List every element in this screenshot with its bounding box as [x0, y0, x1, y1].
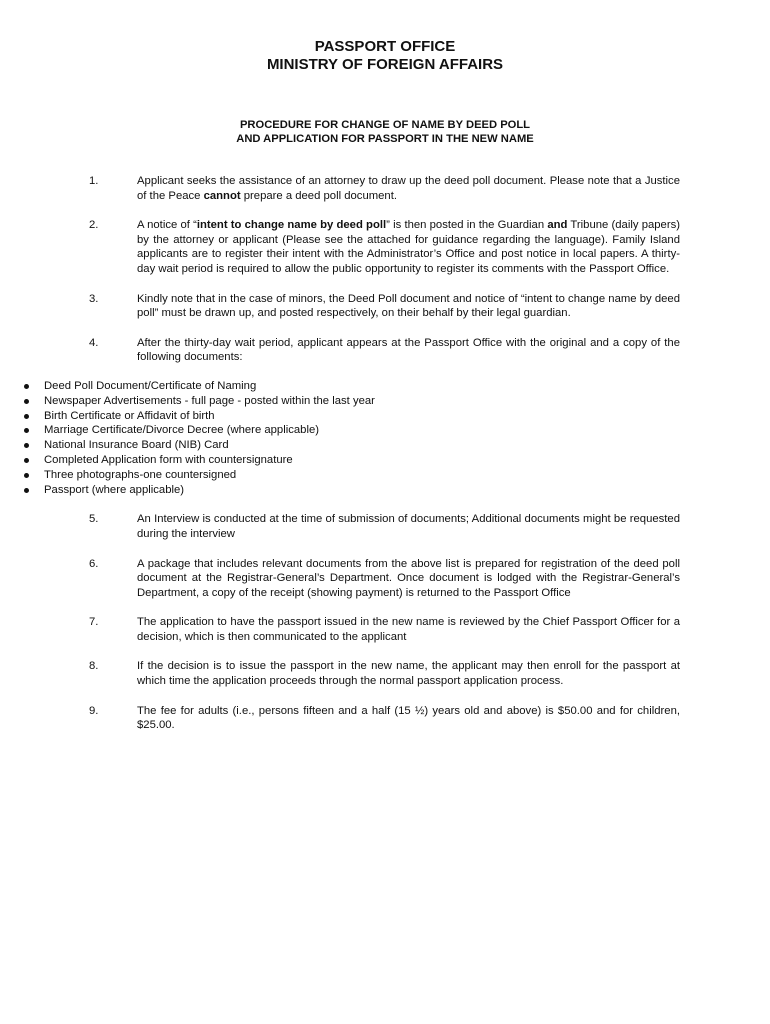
list-item: Newspaper Advertisements - full page - posted within the last year	[0, 394, 543, 409]
list-item: Birth Certificate or Affidavit of birth	[0, 409, 543, 424]
item-text-part: Tribune (daily papers) by the attorney or applicant (Please see the attached for guidance regarding the language). Family Island applicants are to register their intent with the Administrator’s Office and post notice in local papers. A thirty-day wait period is required to allow the public opportunity to register its comments with the Passport Office.	[137, 219, 680, 275]
procedure-item-5	[0, 512, 770, 541]
procedure-list	[0, 174, 770, 733]
list-item: Three photographs-one countersigned	[0, 468, 543, 483]
procedure-item-3	[0, 292, 770, 321]
office-title-line2: MINISTRY OF FOREIGN AFFAIRS	[266, 56, 504, 73]
procedure-item-7	[0, 615, 770, 644]
item-text-part: A notice of “	[137, 219, 197, 232]
item-text: Kindly note that in the case of minors, the Deed Poll document and notice of “intent to change name by deed poll” must be drawn up, and posted respectively, on their behalf by their legal guardian.	[137, 292, 680, 320]
procedure-item-6	[0, 557, 770, 601]
office-title-line1: PASSPORT OFFICE	[314, 38, 456, 55]
item-text-bold: intent to change name by deed poll	[196, 219, 387, 232]
list-item: Passport (where applicable)	[0, 483, 543, 498]
item-text-bold: and	[547, 219, 568, 232]
item-number: 4.	[89, 336, 99, 349]
item-text: After the thirty-day wait period, applicant appears at the Passport Office with the original and a copy of the following documents:	[137, 336, 680, 364]
item-text-part: Applicant seeks the assistance of an attorney to draw up the deed poll document. Please note that a Justice of the Peace	[137, 175, 680, 202]
list-item: Completed Application form with countersignature	[0, 453, 543, 468]
item-number: 1.	[89, 175, 99, 187]
item-text: An Interview is conducted at the time of submission of documents; Additional documents might be requested during the interview	[137, 513, 680, 540]
procedure-title-line1: PROCEDURE FOR CHANGE OF NAME BY DEED POLL	[239, 119, 531, 131]
item-number: 5.	[89, 513, 99, 526]
procedure-item-8	[0, 659, 770, 688]
item-number: 6.	[89, 557, 99, 570]
procedure-item-4	[0, 336, 770, 498]
procedure-title	[0, 118, 770, 146]
item-text-part: prepare a deed poll document.	[240, 189, 397, 202]
item-text: The fee for adults (i.e., persons fifteen and a half (15 ½) years old and above) is $50.00 and for children, $25.00.	[137, 704, 680, 732]
item-number: 9.	[89, 704, 99, 717]
office-title	[0, 38, 770, 74]
list-item: Marriage Certificate/Divorce Decree (where applicable)	[0, 423, 543, 438]
item-number: 7.	[89, 616, 99, 629]
item-text-bold: cannot	[203, 189, 241, 202]
item-text: If the decision is to issue the passport in the new name, the applicant may then enroll for the passport at which time the application proceeds through the normal passport application process.	[137, 660, 680, 688]
item-text	[137, 174, 680, 203]
list-item: Deed Poll Document/Certificate of Naming	[0, 379, 543, 394]
document-checklist	[0, 379, 543, 497]
item-text-part: ” is then posted in the Guardian	[386, 219, 548, 232]
procedure-item-1	[0, 174, 770, 203]
item-number: 8.	[89, 660, 99, 673]
item-text: A package that includes relevant documents from the above list is prepared for registration of the deed poll document at the Registrar-General’s Department. Once document is lodged with the Registrar-General’s Department, a copy of the receipt (showing payment) is returned to the Passport Office	[137, 557, 680, 599]
procedure-item-2	[0, 218, 770, 276]
item-text	[137, 218, 680, 276]
procedure-item-9	[0, 704, 770, 733]
procedure-title-line2: AND APPLICATION FOR PASSPORT IN THE NEW NAME	[236, 133, 534, 145]
item-number: 3.	[89, 292, 99, 305]
item-number: 2.	[89, 219, 99, 232]
list-item: National Insurance Board (NIB) Card	[0, 438, 543, 453]
item-text: The application to have the passport issued in the new name is reviewed by the Chief Passport Officer for a decision, which is then communicated to the applicant	[137, 616, 680, 643]
